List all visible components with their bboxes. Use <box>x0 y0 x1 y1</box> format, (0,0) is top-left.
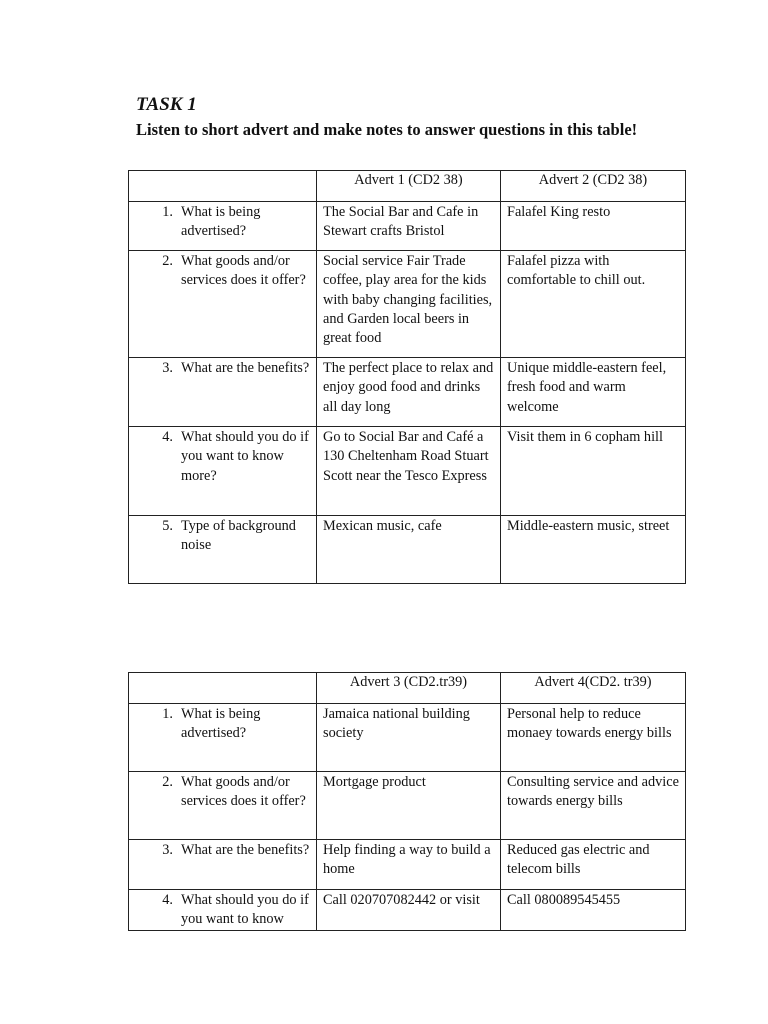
table-row <box>129 202 686 251</box>
answer-cell-advert-4: Consulting service and advice towards energy bills <box>501 772 686 840</box>
question-number: 4. <box>162 429 173 445</box>
question-number: 1. <box>162 706 173 722</box>
header-cell-question <box>129 673 317 704</box>
advert-notes-table-1 <box>128 170 686 584</box>
question-text: What goods and/or services does it offer? <box>181 253 306 289</box>
header-cell-advert-4: Advert 4(CD2. tr39) <box>501 673 686 704</box>
question-text: What is being advertised? <box>181 204 261 240</box>
answer-cell-advert-4: Personal help to reduce monaey towards energy bills <box>501 704 686 772</box>
task-instruction: Listen to short advert and make notes to answer questions in this table! <box>136 120 638 139</box>
question-cell <box>129 251 317 358</box>
table-row <box>129 427 686 516</box>
advert-notes-table-2 <box>128 672 686 931</box>
table-row <box>129 840 686 890</box>
answer-cell-advert-2: Falafel pizza with comfortable to chill out. <box>501 251 686 358</box>
header-cell-question <box>129 171 317 202</box>
table-row <box>129 251 686 358</box>
answer-cell-advert-2: Falafel King resto <box>501 202 686 251</box>
header-cell-advert-3: Advert 3 (CD2.tr39) <box>317 673 501 704</box>
table-header-row <box>129 673 686 704</box>
header-cell-advert-2: Advert 2 (CD2 38) <box>501 171 686 202</box>
answer-cell-advert-2: Middle-eastern music, street <box>501 516 686 584</box>
question-cell <box>129 516 317 584</box>
answer-cell-advert-1: Go to Social Bar and Café a 130 Cheltenham Road Stuart Scott near the Tesco Express <box>317 427 501 516</box>
answer-cell-advert-3: Call 020707082442 or visit <box>317 890 501 931</box>
answer-cell-advert-1: Mexican music, cafe <box>317 516 501 584</box>
answer-cell-advert-4: Call 080089545455 <box>501 890 686 931</box>
answer-cell-advert-3: Help finding a way to build a home <box>317 840 501 890</box>
table-row <box>129 890 686 931</box>
question-text: What should you do if you want to know more? <box>181 429 309 484</box>
answer-cell-advert-1: The Social Bar and Cafe in Stewart crafts Bristol <box>317 202 501 251</box>
table-header-row <box>129 171 686 202</box>
table-row <box>129 704 686 772</box>
question-text: What is being advertised? <box>181 706 261 742</box>
question-number: 2. <box>162 774 173 790</box>
question-cell <box>129 772 317 840</box>
answer-cell-advert-1: The perfect place to relax and enjoy good food and drinks all day long <box>317 358 501 427</box>
question-cell <box>129 704 317 772</box>
table-row <box>129 772 686 840</box>
task-title: TASK 1 <box>136 94 197 115</box>
question-number: 3. <box>162 360 173 376</box>
answer-cell-advert-1: Social service Fair Trade coffee, play area for the kids with baby changing facilities, and Garden local beers in great food <box>317 251 501 358</box>
question-number: 5. <box>162 518 173 534</box>
answer-cell-advert-3: Jamaica national building society <box>317 704 501 772</box>
question-number: 2. <box>162 253 173 269</box>
answer-cell-advert-2: Visit them in 6 copham hill <box>501 427 686 516</box>
table-row <box>129 358 686 427</box>
question-text: What are the benefits? <box>181 360 310 376</box>
question-number: 3. <box>162 842 173 858</box>
question-text: What should you do if you want to know <box>181 892 309 928</box>
question-cell <box>129 358 317 427</box>
question-text: What goods and/or services does it offer? <box>181 774 306 810</box>
question-text: Type of background noise <box>181 518 296 554</box>
question-text: What are the benefits? <box>181 842 310 858</box>
table-row <box>129 516 686 584</box>
answer-cell-advert-2: Unique middle-eastern feel, fresh food and warm welcome <box>501 358 686 427</box>
question-cell <box>129 890 317 931</box>
answer-cell-advert-4: Reduced gas electric and telecom bills <box>501 840 686 890</box>
header-cell-advert-1: Advert 1 (CD2 38) <box>317 171 501 202</box>
question-cell <box>129 840 317 890</box>
question-cell <box>129 202 317 251</box>
question-number: 4. <box>162 892 173 908</box>
question-number: 1. <box>162 204 173 220</box>
answer-cell-advert-3: Mortgage product <box>317 772 501 840</box>
question-cell <box>129 427 317 516</box>
